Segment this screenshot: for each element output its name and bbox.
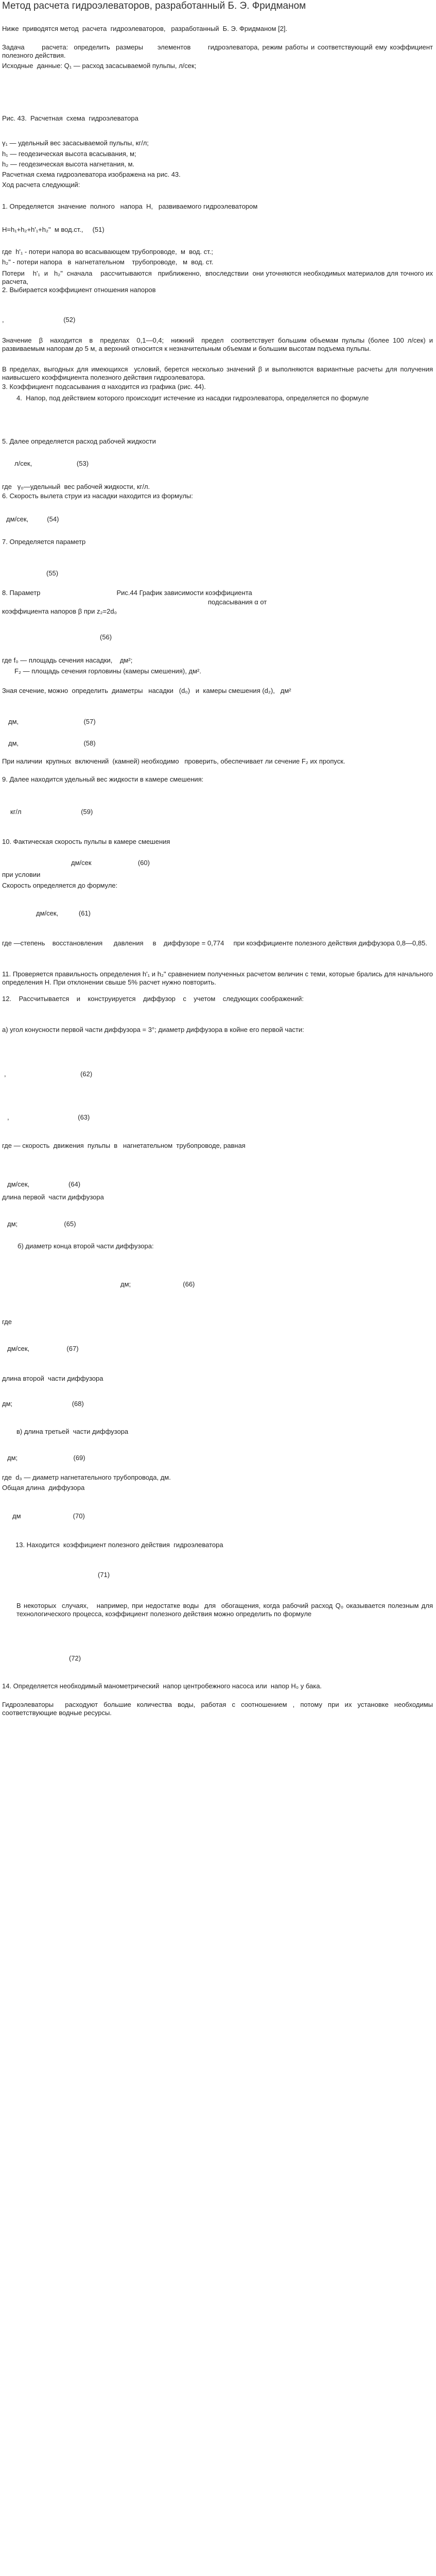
step-heading: 7. Определяется параметр — [2, 538, 86, 546]
step-heading: 10. Фактическая скорость пульпы в камере смешения — [2, 838, 170, 845]
step-paragraph: 11. Проверяется правильность определения h'₁ и h₂" сравнением полученных расчетом величин с теми, которые брались для начального определения Н. При отклонении свыше 5% расчет нужно повторить. — [2, 970, 435, 986]
figure-44-caption: коэффициента напоров β при z₂=2d₀ — [2, 607, 117, 615]
formula-line: кг/л (59) — [10, 808, 93, 816]
step-heading: 13. Находится коэффициент полезного действия гидроэлеватора — [15, 1541, 223, 1549]
step-heading: 5. Далее определяется расход рабочей жидкости — [2, 437, 156, 445]
document-title: Метод расчета гидроэлеваторов, разработанный Б. Э. Фридманом — [2, 1, 306, 11]
formula-line: дм; (65) — [7, 1220, 76, 1228]
definition-line: γ₁ — удельный вес засасываемой пульпы, кг/л; — [2, 139, 149, 147]
text-paragraph: При наличии крупных включений (камней) необходимо проверить, обеспечивает ли сечение F₂ их пропуск. — [2, 757, 345, 765]
definition-line: где h'₁ - потери напора во всасывающем трубопроводе, м вод. ст.; — [2, 248, 213, 256]
step-heading: 8. Параметр Рис.44 График зависимости коэффициента — [2, 589, 252, 597]
formula-line: (56) — [100, 633, 112, 641]
text-line: Ход расчета следующий: — [2, 181, 80, 189]
text-line: Расчетная схема гидроэлеватора изображена на рис. 43. — [2, 171, 181, 178]
text-paragraph: В некоторых случаях, например, при недостатке воды для обогащения, когда рабочий расход Q₀ оказывается полезным для технологического процесса, коэффициент полезного действия можно определить по формуле — [16, 1602, 435, 1618]
formula-line: дм/сек, (54) — [6, 515, 59, 523]
step-paragraph: 4. Напор, под действием которого происходит истечение из насадки гидроэлеватора, определяется по формуле — [16, 394, 369, 402]
formula-line: , (62) — [4, 1070, 93, 1078]
formula-line: дм/сек, (67) — [7, 1345, 79, 1352]
step-heading: 9. Далее находится удельный вес жидкости в камере смешения: — [2, 775, 204, 783]
formula-line: (55) — [46, 569, 59, 577]
formula-line: (71) — [98, 1571, 110, 1579]
text-paragraph: Гидроэлеваторы расходуют большие количества воды, работая с соотношением , потому при их установке необходимы соответствующие водные ресурсы. — [2, 1701, 435, 1717]
text-paragraph: Значение β находится в пределах 0,1—0,4; нижний предел соответствует большим объемам пульпы (более 100 л/сек) и развиваемым напорам до 5 м, а верхний относится к незначительным объемам и большим высотам подъема пульпы. — [2, 336, 435, 352]
intro-paragraph: Ниже приводятся метод расчета гидроэлеваторов, разработанный Б. Э. Фридманом [2]. — [2, 25, 288, 32]
formula-line: дм; (69) — [7, 1454, 85, 1462]
text-line: б) диаметр конца второй части диффузора: — [18, 1242, 154, 1250]
text-paragraph: Потери h'₁ и h₂" сначала рассчитываются приближенно, впоследствии они уточняются необходимых материалов для точного их расчета, — [2, 269, 435, 285]
formula-line: дм, (58) — [8, 739, 96, 747]
text-paragraph: В пределах, выгодных для имеющихся условий, берется несколько значений β и выполняются вариантные расчеты для получения наивысшего коэффициента полезного действия гидроэлеватора. — [2, 365, 435, 381]
step-paragraph: 14. Определяется необходимый манометрический напор центробежного насоса или напор H₀ у бака. — [2, 1682, 322, 1690]
step-heading: 2. Выбирается коэффициент отношения напоров — [2, 286, 156, 294]
text-paragraph: Зная сечение, можно определить диаметры насадки (d₀) и камеры смешения (d₂), дм² — [2, 687, 291, 694]
definition-line: h₂" - потери напора в нагнетательном трубопроводе, м вод. ст. — [2, 258, 214, 266]
text-line: в) длина третьей части диффузора — [16, 1428, 129, 1435]
formula-line: л/сек, (53) — [14, 460, 89, 467]
formula-line: дм/сек, (64) — [7, 1180, 81, 1188]
definition-line: где γ₀—удельный вес рабочей жидкости, кг/л. — [2, 483, 150, 490]
step-paragraph: 12. Рассчитывается и конструируется диффузор с учетом следующих соображений: — [2, 995, 304, 1003]
text-line: длина второй части диффузора — [2, 1375, 103, 1382]
text-line: где — скорость движения пульпы в нагнетательном трубопроводе, равная — [2, 1142, 246, 1149]
formula-line: дм, (57) — [8, 718, 96, 725]
step-heading: 3. Коэффициент подсасывания α находится из графика (рис. 44). — [2, 383, 206, 391]
text-line: длина первой части диффузора — [2, 1193, 104, 1201]
definition-line: где d₃ — диаметр нагнетательного трубопровода, дм. — [2, 1473, 171, 1481]
step-heading: 1. Определяется значение полного напора Н, развиваемого гидроэлеватором — [2, 202, 258, 210]
formula-line: , (52) — [2, 316, 76, 324]
text-line: Общая длина диффузора — [2, 1484, 85, 1492]
text-paragraph: а) угол конусности первой части диффузора = 3°; диаметр диффузора в койне его первой части: — [2, 1026, 304, 1033]
task-paragraph: Задача расчета: определить размеры элементов гидроэлеватора, режим работы и соответствующий ему коэффициент полезного действия. — [2, 43, 435, 59]
definition-line: F₂ — площадь сечения горловины (камеры смешения), дм². — [14, 667, 201, 675]
formula-line: дм/сек (60) — [71, 859, 150, 867]
figure-43-caption: Рис. 43. Расчетная схема гидроэлеватора — [2, 114, 138, 122]
text-line: Скорость определяется до формуле: — [2, 882, 118, 889]
input-data-line: Исходные данные: Q₁ — расход засасываемой пульпы, л/сек; — [2, 62, 197, 70]
formula-line: (72) — [69, 1654, 81, 1662]
text-line: где — [2, 1318, 12, 1326]
formula-line: дм/сек, (61) — [36, 909, 91, 917]
formula-line: дм; (66) — [120, 1280, 195, 1288]
figure-44-caption: подсасывания α от — [208, 598, 267, 606]
formula-line: дм (70) — [12, 1512, 85, 1520]
definition-line: h₂ — геодезическая высота нагнетания, м. — [2, 160, 135, 168]
text-paragraph: где —степень восстановления давления в диффузоре = 0,774 при коэффициенте полезного действия диффузора 0,8—0,85. — [2, 939, 427, 947]
text-line: при условии — [2, 871, 41, 878]
formula-line: , (63) — [7, 1113, 90, 1121]
formula-line: дм; (68) — [2, 1400, 84, 1408]
step-heading: 6. Скорость вылета струи из насадки находится из формулы: — [2, 492, 193, 500]
formula-line: Н=h₁+h₂+h'₁+h₂" м вод.ст., (51) — [2, 226, 104, 233]
definition-line: h₁ — геодезическая высота всасывания, м; — [2, 150, 136, 158]
definition-line: где f₀ — площадь сечения насадки, дм²; — [2, 656, 133, 664]
